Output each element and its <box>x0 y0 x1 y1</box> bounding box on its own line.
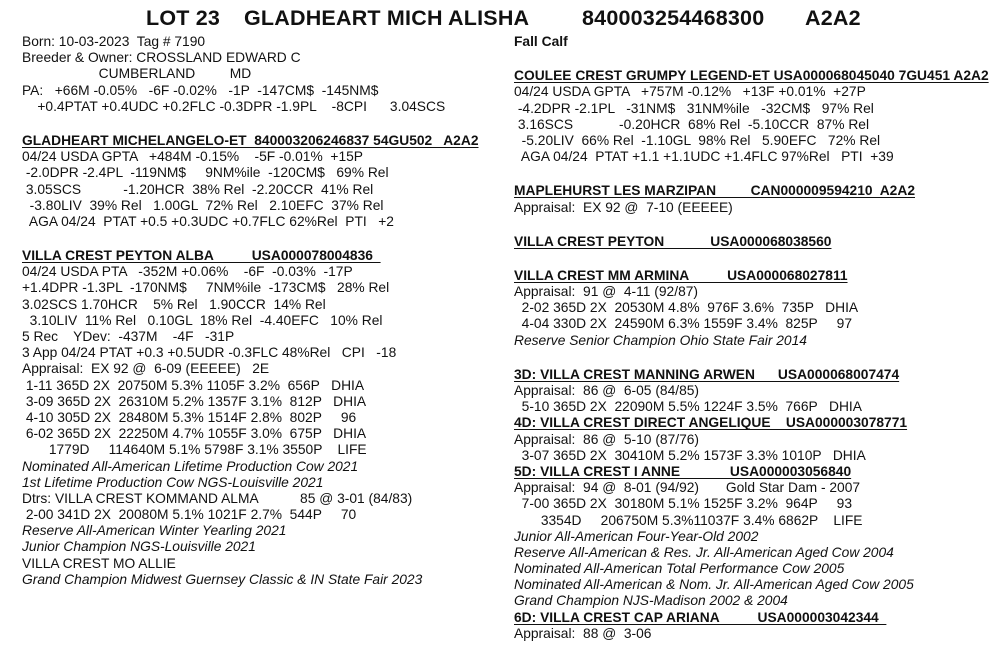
third-dam-appraisal: Appraisal: 86 @ 6-05 (84/85) <box>514 383 700 398</box>
dam-record: 6-02 365D 2X 22250M 4.7% 1055F 3.0% 675P DHIA <box>22 426 367 442</box>
sire-sire-line: AGA 04/24 PTAT +1.1 +1.1UDC +1.4FLC 97%Rel PTI +39 <box>514 149 894 165</box>
fifth-dam-honor: Junior All-American Four-Year-Old 2002 <box>514 528 759 544</box>
fourth-dam-heading: 4D: VILLA CREST DIRECT ANGELIQUE USA000003078771 <box>514 415 908 431</box>
fifth-dam-honor: Nominated All-American Total Performance Cow 2005 <box>514 561 845 577</box>
fifth-dam-honor: Reserve All-American & Res. Jr. All-American Aged Cow 2004 <box>514 544 894 560</box>
fifth-dam-honor: Nominated All-American & Nom. Jr. All-American Aged Cow 2005 <box>514 577 914 593</box>
sire-line: 3.05SCS -1.20HCR 38% Rel -2.20CCR 41% Rel <box>22 181 374 197</box>
dam-line: +1.4DPR -1.3PL -170NM$ 7NM%ile -173CM$ 28% Rel <box>22 280 390 296</box>
sire-sire-line: -5.20LIV 66% Rel -1.10GL 98% Rel 5.90EFC 72% Rel <box>514 132 881 148</box>
sire-sire-line: 3.16SCS -0.20HCR 68% Rel -5.10CCR 87% Rel <box>514 116 870 132</box>
left-column <box>22 34 507 588</box>
dam-honor: 1st Lifetime Production Cow NGS-Louisville 2021 <box>22 474 324 490</box>
fifth-dam-heading: 5D: VILLA CREST I ANNE USA000003056840 <box>514 463 852 479</box>
daughter-honor: Reserve All-American Winter Yearling 2021 <box>22 523 287 539</box>
fall-calf-label: Fall Calf <box>514 34 568 49</box>
fifth-dam-appraisal: Appraisal: 94 @ 8-01 (94/92) Gold Star Dam - 2007 <box>514 480 861 496</box>
sire-sire-heading: COULEE CREST GRUMPY LEGEND-ET USA000068045040 7GU451 A2A2 <box>514 68 989 84</box>
registration-number: 840003254468300 <box>582 6 765 30</box>
sire-line: 04/24 USDA GPTA +484M -0.15% -5F -0.01% +15P <box>22 149 364 165</box>
dam-honor: Nominated All-American Lifetime Production Cow 2021 <box>22 458 359 474</box>
sire-line: -3.80LIV 39% Rel 1.00GL 72% Rel 2.10EFC 37% Rel <box>22 197 384 213</box>
third-dam-heading: 3D: VILLA CREST MANNING ARWEN USA000068007474 <box>514 366 900 382</box>
breeder-location: CUMBERLAND MD <box>22 66 252 82</box>
fourth-dam-appraisal: Appraisal: 86 @ 5-10 (87/76) <box>514 431 700 447</box>
sixth-dam-heading: 6D: VILLA CREST CAP ARIANA USA000003042344 <box>514 609 887 625</box>
sire-dam-appraisal: Appraisal: EX 92 @ 7-10 (EEEEE) <box>514 199 733 215</box>
fifth-dam-honor: Grand Champion NJS-Madison 2002 & 2004 <box>514 593 788 609</box>
third-dam-record: 5-10 365D 2X 22090M 5.5% 1224F 3.5% 766P DHIA <box>514 399 862 415</box>
lot-number: LOT 23 <box>146 6 221 30</box>
daughter-info: Dtrs: VILLA CREST KOMMAND ALMA 85 @ 3-01 (84/83) <box>22 490 413 506</box>
sire-heading: GLADHEART MICHELANGELO-ET 840003206246837 54GU502 A2A2 <box>22 132 479 148</box>
breeder-owner: Breeder & Owner: CROSSLAND EDWARD C <box>22 50 301 66</box>
dam-line: 5 Rec YDev: -437M -4F -31P <box>22 329 235 344</box>
dam-line: 3.10LIV 11% Rel 0.10GL 18% Rel -4.40EFC 10% Rel <box>22 312 383 328</box>
daughter-honor: Grand Champion Midwest Guernsey Classic & IN State Fair 2023 <box>22 571 423 587</box>
dam-dam-record: 2-02 365D 2X 20530M 4.8% 976F 3.6% 735P DHIA <box>514 300 859 316</box>
dam-record: 3-09 365D 2X 26310M 5.2% 1357F 3.1% 812P DHIA <box>22 393 367 409</box>
sire-sire-line: -4.2DPR -2.1PL -31NM$ 31NM%ile -32CM$ 97% Rel <box>514 100 874 116</box>
dam-line: 3 App 04/24 PTAT +0.3 +0.5UDR -0.3FLC 48%Rel CPI -18 <box>22 345 397 361</box>
fifth-dam-record: 7-00 365D 2X 30180M 5.1% 1525F 3.2% 964P 93 <box>514 496 852 512</box>
daughter-name: VILLA CREST MO ALLIE <box>22 555 176 571</box>
sire-dam-heading: MAPLEHURST LES MARZIPAN CAN000009594210 A2A2 <box>514 183 915 199</box>
dam-appraisal: Appraisal: EX 92 @ 6-09 (EEEEE) 2E <box>22 361 270 377</box>
fourth-dam-record: 3-07 365D 2X 30410M 5.2% 1573F 3.3% 1010P DHIA <box>514 447 866 463</box>
dam-line: 3.02SCS 1.70HCR 5% Rel 1.90CCR 14% Rel <box>22 296 326 312</box>
daughter-honor: Junior Champion NGS-Louisville 2021 <box>22 539 256 555</box>
dam-dam-appraisal: Appraisal: 91 @ 4-11 (92/87) <box>514 284 699 300</box>
dam-record: 1-11 365D 2X 20750M 5.3% 1105F 3.2% 656P DHIA <box>22 377 365 393</box>
animal-name: GLADHEART MICH ALISHA <box>244 6 530 30</box>
dam-dam-record: 4-04 330D 2X 24590M 6.3% 1559F 3.4% 825P 97 <box>514 316 852 332</box>
sire-sire-line: 04/24 USDA GPTA +757M -0.12% +13F +0.01% +27P <box>514 84 866 100</box>
sire-line: -2.0DPR -2.4PL -119NM$ 9NM%ile -120CM$ 69% Rel <box>22 165 389 181</box>
dam-lifetime: 1779D 114640M 5.1% 5798F 3.1% 3550P LIFE <box>22 442 367 458</box>
pa-line-2: +0.4PTAT +0.4UDC +0.2FLC -0.3DPR -1.9PL -8CPI 3.04SCS <box>22 98 446 114</box>
beta-casein: A2A2 <box>805 6 861 30</box>
sixth-dam-appraisal: Appraisal: 88 @ 3-06 <box>514 625 652 641</box>
born-info: Born: 10-03-2023 Tag # 7190 <box>22 34 206 49</box>
daughter-record: 2-00 341D 2X 20080M 5.1% 1021F 2.7% 544P 70 <box>22 507 357 523</box>
dam-sire-heading: VILLA CREST PEYTON USA000068038560 <box>514 233 832 249</box>
right-column <box>514 34 989 642</box>
dam-heading: VILLA CREST PEYTON ALBA USA000078004836 <box>22 248 381 264</box>
dam-record: 4-10 305D 2X 28480M 5.3% 1514F 2.8% 802P 96 <box>22 409 357 425</box>
dam-line: 04/24 USDA PTA -352M +0.06% -6F -0.03% -17P <box>22 264 353 280</box>
sire-line: AGA 04/24 PTAT +0.5 +0.3UDC +0.7FLC 62%Rel PTI +2 <box>22 213 394 229</box>
lot-title <box>0 4 1000 34</box>
fifth-dam-lifetime: 3354D 206750M 5.3%11037F 3.4% 6862P LIFE <box>514 512 863 528</box>
dam-dam-honor: Reserve Senior Champion Ohio State Fair 2014 <box>514 332 807 348</box>
pa-line-1: PA: +66M -0.05% -6F -0.02% -1P -147CM$ -145NM$ <box>22 82 379 98</box>
dam-dam-heading: VILLA CREST MM ARMINA USA000068027811 <box>514 267 848 283</box>
